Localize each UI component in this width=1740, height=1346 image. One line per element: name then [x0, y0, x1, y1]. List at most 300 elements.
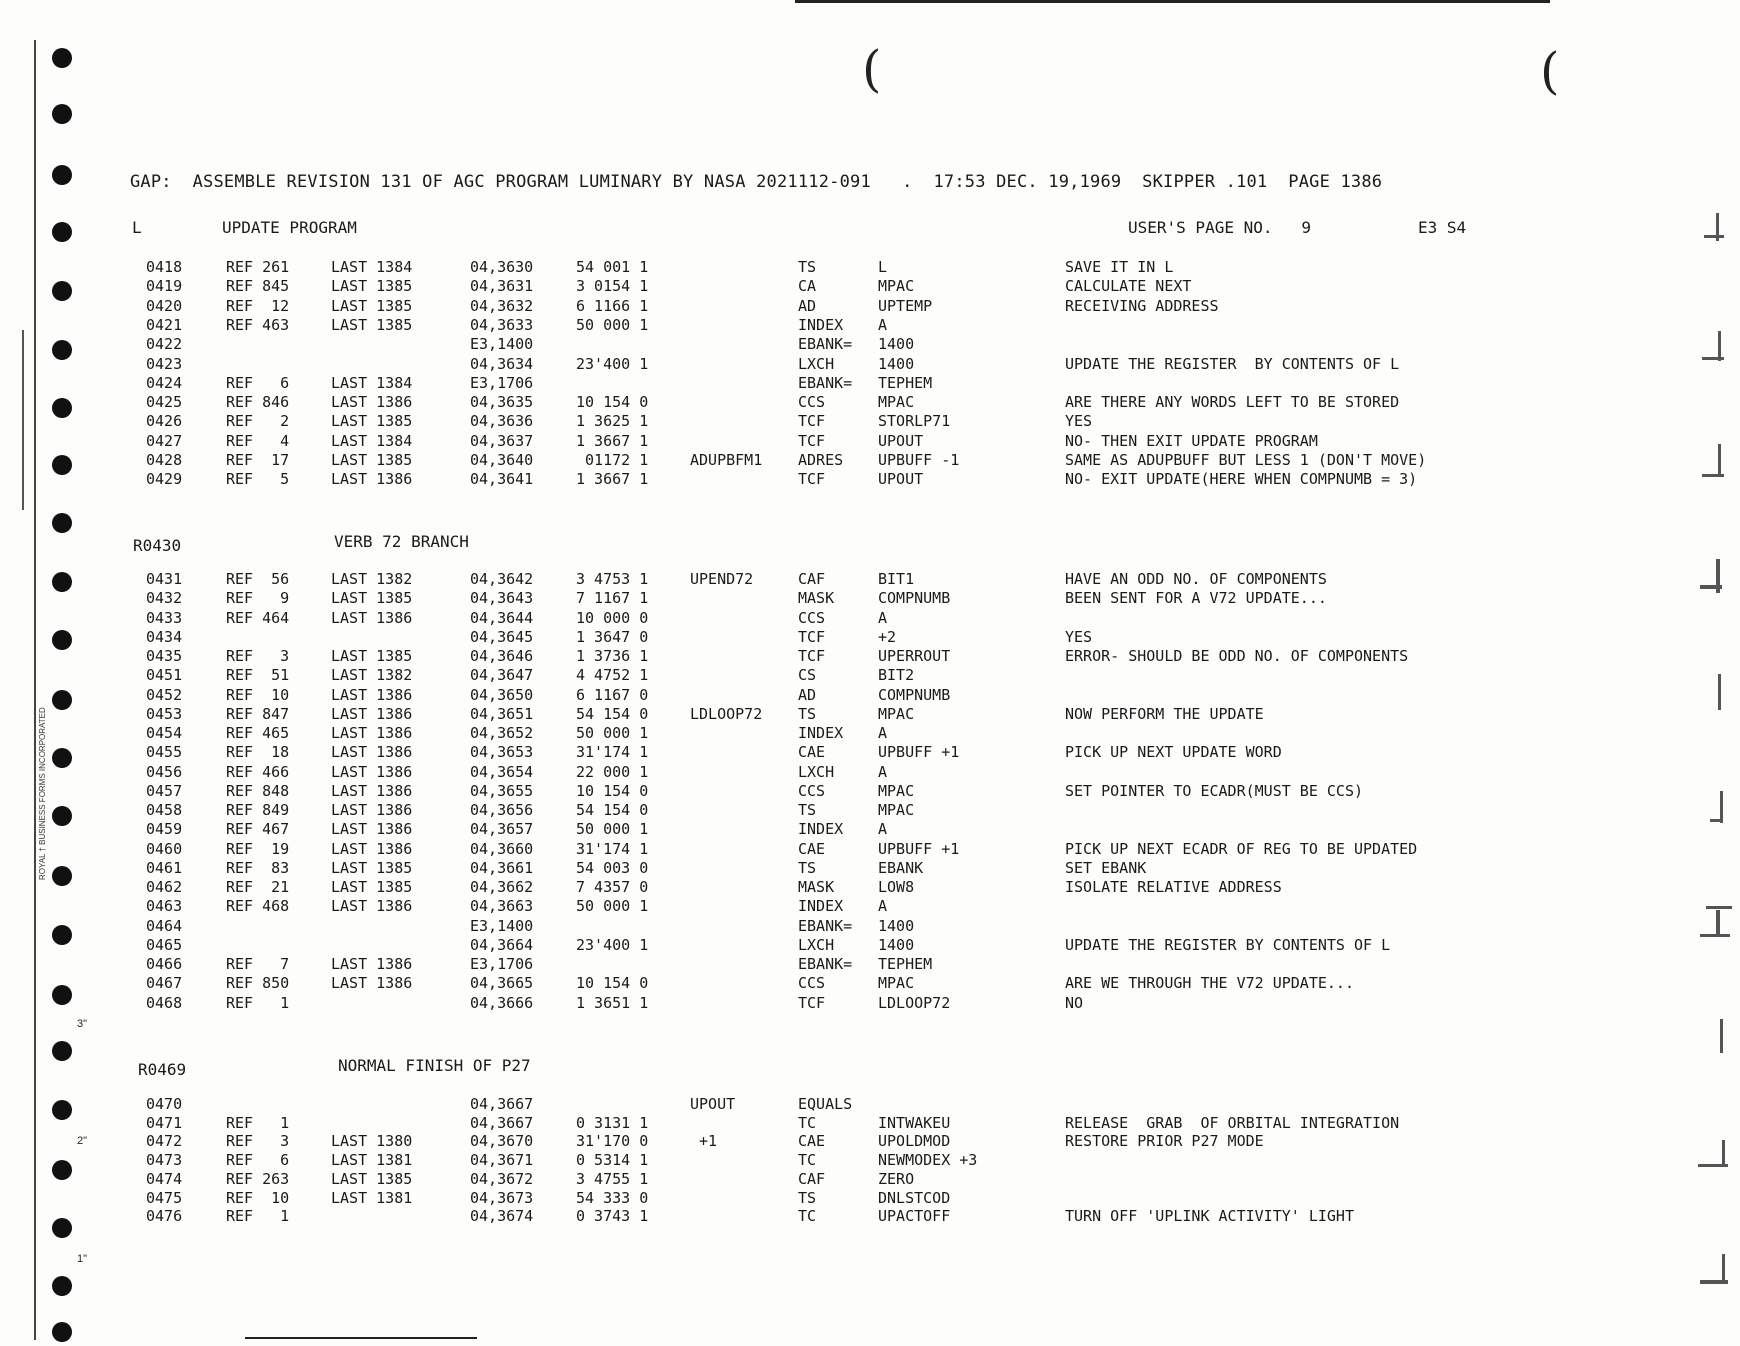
line-word: 4 4752 1 — [576, 666, 649, 685]
line-operand: COMPNUMB — [878, 589, 951, 608]
line-word: 54 003 0 — [576, 858, 649, 877]
line-addr: 04,3631 — [470, 277, 534, 296]
line-comment: YES — [1065, 627, 1093, 646]
line-seq: 0427 — [146, 431, 183, 450]
line-addr: 04,3673 — [470, 1188, 534, 1207]
line-seq: 0461 — [146, 858, 183, 877]
line-last: LAST 1386 — [331, 801, 413, 819]
line-operand: MPAC — [878, 277, 915, 296]
line-comment: PICK UP NEXT UPDATE WORD — [1065, 743, 1282, 762]
line-ref: REF 1 — [226, 993, 290, 1012]
line-comment: BEEN SENT FOR A V72 UPDATE... — [1065, 589, 1327, 608]
line-ref: REF 4 — [226, 431, 290, 450]
line-word: 54 154 0 — [576, 704, 649, 723]
line-addr: 04,3650 — [470, 685, 534, 704]
line-op: EBANK= — [798, 955, 853, 973]
line-operand: UPERROUT — [878, 647, 951, 665]
line-seq: 0434 — [146, 627, 183, 646]
line-label: LDLOOP72 — [690, 704, 763, 723]
line-last: LAST 1385 — [331, 277, 413, 296]
line-addr: E3,1706 — [470, 955, 534, 973]
listing-line — [0, 470, 1740, 489]
line-word: 1 3667 1 — [576, 470, 649, 489]
line-word: 23'400 1 — [576, 354, 649, 373]
line-seq: 0470 — [146, 1095, 183, 1113]
line-addr: 04,3630 — [470, 258, 534, 276]
line-operand: UPOUT — [878, 431, 924, 450]
paren-mark-icon: ( — [862, 40, 882, 98]
section-title: VERB 72 BRANCH — [334, 532, 469, 551]
line-operand: A — [878, 762, 888, 781]
line-operand: LDLOOP72 — [878, 993, 951, 1012]
line-addr: 04,3663 — [470, 897, 534, 916]
line-last: LAST 1385 — [331, 589, 413, 608]
line-op: MASK — [798, 589, 835, 608]
line-ref: REF 7 — [226, 955, 290, 973]
line-op: TC — [798, 1151, 817, 1170]
line-word: 1 3667 1 — [576, 431, 649, 450]
line-seq: 0429 — [146, 470, 183, 489]
line-seq: 0471 — [146, 1113, 183, 1132]
subheader-left-label: L — [132, 218, 142, 237]
line-op: TCF — [798, 412, 826, 431]
line-ref: REF 17 — [226, 451, 290, 469]
line-comment: NO- EXIT UPDATE(HERE WHEN COMPNUMB = 3) — [1065, 470, 1418, 489]
listing-line — [0, 316, 1740, 335]
line-comment: CALCULATE NEXT — [1065, 277, 1192, 296]
line-last: LAST 1384 — [331, 258, 413, 276]
line-op: EBANK= — [798, 335, 853, 354]
line-ref: REF 12 — [226, 296, 290, 315]
line-seq: 0426 — [146, 412, 183, 431]
listing-line — [0, 878, 1740, 897]
listing-line — [0, 820, 1740, 839]
line-addr: E3,1400 — [470, 916, 534, 935]
line-op: CAE — [798, 839, 826, 858]
line-addr: 04,3633 — [470, 315, 534, 334]
line-ref: REF 846 — [226, 393, 290, 412]
listing-line — [0, 840, 1740, 859]
line-ref: REF 51 — [226, 666, 290, 685]
line-last: LAST 1381 — [331, 1151, 413, 1170]
line-operand: 1400 — [878, 935, 915, 954]
binder-hole-icon — [52, 165, 72, 185]
line-word: 1 3625 1 — [576, 412, 649, 431]
listing-line — [0, 1170, 1740, 1189]
line-operand: DNLSTCOD — [878, 1188, 951, 1207]
line-op: CS — [798, 666, 817, 685]
line-ref: REF 848 — [226, 781, 290, 800]
line-last: LAST 1385 — [331, 412, 413, 431]
line-op: TC — [798, 1113, 817, 1132]
line-operand: A — [878, 897, 888, 916]
line-ref: REF 850 — [226, 974, 290, 993]
line-operand: INTWAKEU — [878, 1113, 951, 1132]
listing-line — [0, 724, 1740, 743]
line-last: LAST 1386 — [331, 608, 413, 627]
line-last: LAST 1380 — [331, 1132, 413, 1151]
listing-line — [0, 897, 1740, 916]
line-seq: 0459 — [146, 820, 183, 839]
line-word: 10 154 0 — [576, 393, 649, 412]
line-op: EBANK= — [798, 916, 853, 935]
line-seq: 0422 — [146, 335, 183, 354]
listing-line — [0, 782, 1740, 801]
listing-line — [0, 374, 1740, 393]
listing-line — [0, 974, 1740, 993]
line-operand: MPAC — [878, 704, 915, 723]
line-seq: 0472 — [146, 1132, 183, 1151]
listing-line — [0, 994, 1740, 1013]
line-seq: 0457 — [146, 781, 183, 800]
line-word: 1 3736 1 — [576, 647, 649, 665]
line-op: TS — [798, 258, 817, 276]
line-ref: REF 6 — [226, 1151, 290, 1170]
line-operand: BIT2 — [878, 666, 915, 685]
line-op: INDEX — [798, 820, 844, 839]
line-comment: RECEIVING ADDRESS — [1065, 296, 1219, 315]
line-last: LAST 1385 — [331, 858, 413, 877]
line-ref: REF 10 — [226, 685, 290, 704]
bottom-rule — [245, 1337, 477, 1339]
line-seq: 0452 — [146, 685, 183, 704]
line-seq: 0432 — [146, 589, 183, 608]
line-last: LAST 1386 — [331, 820, 413, 839]
listing-line — [0, 1151, 1740, 1170]
line-comment: NO- THEN EXIT UPDATE PROGRAM — [1065, 431, 1318, 450]
section-title: NORMAL FINISH OF P27 — [338, 1056, 531, 1075]
line-last: LAST 1385 — [331, 1169, 413, 1188]
listing-line — [0, 801, 1740, 820]
listing-line — [0, 1132, 1740, 1151]
line-operand: MPAC — [878, 974, 915, 993]
line-ref: REF 21 — [226, 878, 290, 896]
line-op: CAE — [798, 743, 826, 762]
line-comment: PICK UP NEXT ECADR OF REG TO BE UPDATED — [1065, 839, 1418, 858]
line-addr: 04,3664 — [470, 935, 534, 954]
line-seq: 0424 — [146, 373, 183, 392]
line-comment: YES — [1065, 412, 1093, 431]
line-seq: 0423 — [146, 354, 183, 373]
line-operand: A — [878, 820, 888, 839]
listing-line — [0, 1114, 1740, 1133]
line-ref: REF 465 — [226, 724, 290, 742]
line-word: 0 3131 1 — [576, 1113, 649, 1132]
line-operand: BIT1 — [878, 570, 915, 588]
line-operand: A — [878, 315, 888, 334]
listing-line — [0, 647, 1740, 666]
listing-line — [0, 335, 1740, 354]
line-word: 54 001 1 — [576, 258, 649, 276]
margin-imprint: ROYAL † BUSINESS FORMS INCORPORATED — [38, 707, 47, 880]
line-op: AD — [798, 296, 817, 315]
line-ref: REF 1 — [226, 1207, 290, 1226]
line-ref: REF 847 — [226, 704, 290, 723]
line-last: LAST 1386 — [331, 762, 413, 781]
line-ref: REF 5 — [226, 470, 290, 489]
line-op: TCF — [798, 627, 826, 646]
line-seq: 0428 — [146, 451, 183, 469]
line-operand: MPAC — [878, 781, 915, 800]
line-last: LAST 1385 — [331, 451, 413, 469]
line-seq: 0433 — [146, 608, 183, 627]
line-operand: UPBUFF +1 — [878, 743, 960, 762]
listing-line — [0, 628, 1740, 647]
edge-mark-icon — [1696, 1248, 1732, 1288]
line-comment: RESTORE PRIOR P27 MODE — [1065, 1132, 1264, 1151]
line-seq: 0462 — [146, 878, 183, 896]
line-seq: 0435 — [146, 647, 183, 665]
line-seq: 0418 — [146, 258, 183, 276]
line-op: INDEX — [798, 897, 844, 916]
line-op: AD — [798, 685, 817, 704]
line-seq: 0473 — [146, 1151, 183, 1170]
line-comment: ISOLATE RELATIVE ADDRESS — [1065, 878, 1282, 896]
line-addr: 04,3635 — [470, 393, 534, 412]
line-ref: REF 466 — [226, 762, 290, 781]
listing-line — [0, 258, 1740, 277]
line-last: LAST 1381 — [331, 1188, 413, 1207]
line-word: 6 1167 0 — [576, 685, 649, 704]
ruler-mark-3: 3" — [77, 1018, 88, 1030]
line-op: ADRES — [798, 451, 844, 469]
line-ref: REF 1 — [226, 1113, 290, 1132]
listing-line — [0, 451, 1740, 470]
line-seq: 0464 — [146, 916, 183, 935]
line-ref: REF 19 — [226, 839, 290, 858]
line-seq: 0425 — [146, 393, 183, 412]
line-seq: 0466 — [146, 955, 183, 973]
line-word: 0 3743 1 — [576, 1207, 649, 1226]
line-comment: NO — [1065, 993, 1084, 1012]
listing-line — [0, 705, 1740, 724]
binder-hole-icon — [52, 104, 72, 124]
line-operand: STORLP71 — [878, 412, 951, 431]
line-comment: ARE WE THROUGH THE V72 UPDATE... — [1065, 974, 1354, 993]
line-addr: 04,3643 — [470, 589, 534, 608]
line-seq: 0468 — [146, 993, 183, 1012]
line-addr: 04,3656 — [470, 801, 534, 819]
line-seq: 0465 — [146, 935, 183, 954]
line-operand: COMPNUMB — [878, 685, 951, 704]
line-ref: REF 18 — [226, 743, 290, 762]
listing-line — [0, 917, 1740, 936]
line-addr: E3,1400 — [470, 335, 534, 354]
line-last: LAST 1384 — [331, 373, 413, 392]
line-addr: 04,3647 — [470, 666, 534, 685]
line-ref: REF 9 — [226, 589, 290, 608]
line-ref: REF 463 — [226, 315, 290, 334]
line-ref: REF 10 — [226, 1188, 290, 1207]
line-word: 3 4755 1 — [576, 1169, 649, 1188]
line-last: LAST 1385 — [331, 296, 413, 315]
line-op: CCS — [798, 974, 826, 993]
line-operand: TEPHEM — [878, 373, 933, 392]
binder-hole-icon — [52, 1276, 72, 1296]
line-addr: 04,3651 — [470, 704, 534, 723]
line-operand: EBANK — [878, 858, 924, 877]
line-word: 50 000 1 — [576, 315, 649, 334]
line-last: LAST 1386 — [331, 393, 413, 412]
line-last: LAST 1386 — [331, 781, 413, 800]
line-ref: REF 845 — [226, 277, 290, 296]
bank-info: E3 S4 — [1418, 218, 1467, 237]
line-op: TC — [798, 1207, 817, 1226]
line-operand: ZERO — [878, 1169, 915, 1188]
subheader-title: UPDATE PROGRAM — [222, 218, 357, 237]
line-op: CCS — [798, 608, 826, 627]
line-addr: 04,3671 — [470, 1151, 534, 1170]
line-seq: 0456 — [146, 762, 183, 781]
listing-line — [0, 609, 1740, 628]
line-comment: ARE THERE ANY WORDS LEFT TO BE STORED — [1065, 393, 1400, 412]
line-addr: 04,3655 — [470, 781, 534, 800]
line-operand: UPACTOFF — [878, 1207, 951, 1226]
line-ref: REF 464 — [226, 608, 290, 627]
line-addr: 04,3670 — [470, 1132, 534, 1151]
line-op: TS — [798, 801, 817, 819]
line-word: 7 4357 0 — [576, 878, 649, 896]
line-operand: LOW8 — [878, 878, 915, 896]
listing-line — [0, 743, 1740, 762]
line-word: 1 3651 1 — [576, 993, 649, 1012]
ruler-mark-1: 1" — [77, 1253, 88, 1265]
line-op: CCS — [798, 781, 826, 800]
line-addr: 04,3632 — [470, 296, 534, 315]
line-comment: NOW PERFORM THE UPDATE — [1065, 704, 1264, 723]
line-word: 50 000 1 — [576, 724, 649, 742]
line-word: 0 5314 1 — [576, 1151, 649, 1170]
listing-line — [0, 393, 1740, 412]
line-comment: SET POINTER TO ECADR(MUST BE CCS) — [1065, 781, 1364, 800]
line-op: INDEX — [798, 724, 844, 742]
line-seq: 0453 — [146, 704, 183, 723]
line-op: CA — [798, 277, 817, 296]
line-addr: 04,3661 — [470, 858, 534, 877]
line-seq: 0431 — [146, 570, 183, 588]
line-seq: 0420 — [146, 296, 183, 315]
listing-line — [0, 589, 1740, 608]
line-word: 31'174 1 — [576, 743, 649, 762]
listing-line — [0, 686, 1740, 705]
line-addr: 04,3654 — [470, 762, 534, 781]
line-last: LAST 1386 — [331, 897, 413, 916]
line-addr: 04,3674 — [470, 1207, 534, 1226]
binder-hole-icon — [52, 222, 72, 242]
line-operand: UPBUFF -1 — [878, 451, 960, 469]
line-op: CAF — [798, 1169, 826, 1188]
line-comment: ERROR- SHOULD BE ODD NO. OF COMPONENTS — [1065, 647, 1409, 665]
line-ref: REF 83 — [226, 858, 290, 877]
line-operand: MPAC — [878, 801, 915, 819]
line-seq: 0463 — [146, 897, 183, 916]
line-addr: 04,3644 — [470, 608, 534, 627]
line-label: ADUPBFM1 — [690, 451, 763, 469]
line-addr: 04,3642 — [470, 570, 534, 588]
line-word: 6 1166 1 — [576, 296, 649, 315]
line-comment: SAME AS ADUPBUFF BUT LESS 1 (DON'T MOVE) — [1065, 451, 1427, 469]
line-addr: 04,3641 — [470, 470, 534, 489]
line-last: LAST 1386 — [331, 743, 413, 762]
line-op: TS — [798, 704, 817, 723]
line-addr: 04,3665 — [470, 974, 534, 993]
listing-line — [0, 1207, 1740, 1226]
line-op: INDEX — [798, 315, 844, 334]
line-operand: 1400 — [878, 354, 915, 373]
line-comment: UPDATE THE REGISTER BY CONTENTS OF L — [1065, 354, 1400, 373]
line-operand: UPOUT — [878, 470, 924, 489]
line-operand: MPAC — [878, 393, 915, 412]
line-seq: 0454 — [146, 724, 183, 742]
binder-hole-icon — [52, 1322, 72, 1342]
line-addr: 04,3652 — [470, 724, 534, 742]
listing-line — [0, 955, 1740, 974]
line-op: TCF — [798, 431, 826, 450]
line-op: MASK — [798, 878, 835, 896]
line-label: UPEND72 — [690, 570, 754, 588]
line-last: LAST 1386 — [331, 839, 413, 858]
line-ref: REF 6 — [226, 373, 290, 392]
line-operand: TEPHEM — [878, 955, 933, 973]
listing-line — [0, 432, 1740, 451]
line-ref: REF 3 — [226, 1132, 290, 1151]
line-operand: A — [878, 608, 888, 627]
line-addr: 04,3646 — [470, 647, 534, 665]
line-seq: 0475 — [146, 1188, 183, 1207]
line-operand: +2 — [878, 627, 897, 646]
line-op: LXCH — [798, 354, 835, 373]
line-addr: 04,3667 — [470, 1113, 534, 1132]
line-addr: 04,3667 — [470, 1095, 534, 1113]
line-comment: SAVE IT IN L — [1065, 258, 1174, 276]
line-addr: 04,3637 — [470, 431, 534, 450]
line-ref: REF 261 — [226, 258, 290, 276]
listing-line — [0, 1189, 1740, 1208]
line-ref: REF 263 — [226, 1169, 290, 1188]
line-seq: 0467 — [146, 974, 183, 993]
listing-line — [0, 666, 1740, 685]
section-seq: R0469 — [138, 1060, 187, 1079]
line-addr: 04,3640 — [470, 451, 534, 469]
line-label: +1 — [690, 1132, 718, 1151]
line-last: LAST 1382 — [331, 666, 413, 685]
line-addr: 04,3636 — [470, 412, 534, 431]
line-addr: 04,3653 — [470, 743, 534, 762]
line-word: 50 000 1 — [576, 897, 649, 916]
binder-hole-icon — [52, 513, 72, 533]
line-op: EQUALS — [798, 1095, 853, 1113]
line-addr: 04,3666 — [470, 993, 534, 1012]
line-comment: SET EBANK — [1065, 858, 1147, 877]
line-operand: 1400 — [878, 335, 915, 354]
line-op: CAE — [798, 1132, 826, 1151]
line-last: LAST 1386 — [331, 974, 413, 993]
paren-mark-icon: ( — [1540, 42, 1560, 100]
line-op: EBANK= — [798, 373, 853, 392]
line-operand: UPTEMP — [878, 296, 933, 315]
line-comment: HAVE AN ODD NO. OF COMPONENTS — [1065, 570, 1327, 588]
line-comment: UPDATE THE REGISTER BY CONTENTS OF L — [1065, 935, 1391, 954]
line-op: TCF — [798, 993, 826, 1012]
listing-line — [0, 355, 1740, 374]
line-addr: E3,1706 — [470, 373, 534, 392]
ruler-mark-2: 2" — [77, 1135, 88, 1147]
line-op: LXCH — [798, 762, 835, 781]
line-seq: 0421 — [146, 315, 183, 334]
line-last: LAST 1385 — [331, 647, 413, 665]
line-seq: 0458 — [146, 801, 183, 819]
listing-line — [0, 936, 1740, 955]
